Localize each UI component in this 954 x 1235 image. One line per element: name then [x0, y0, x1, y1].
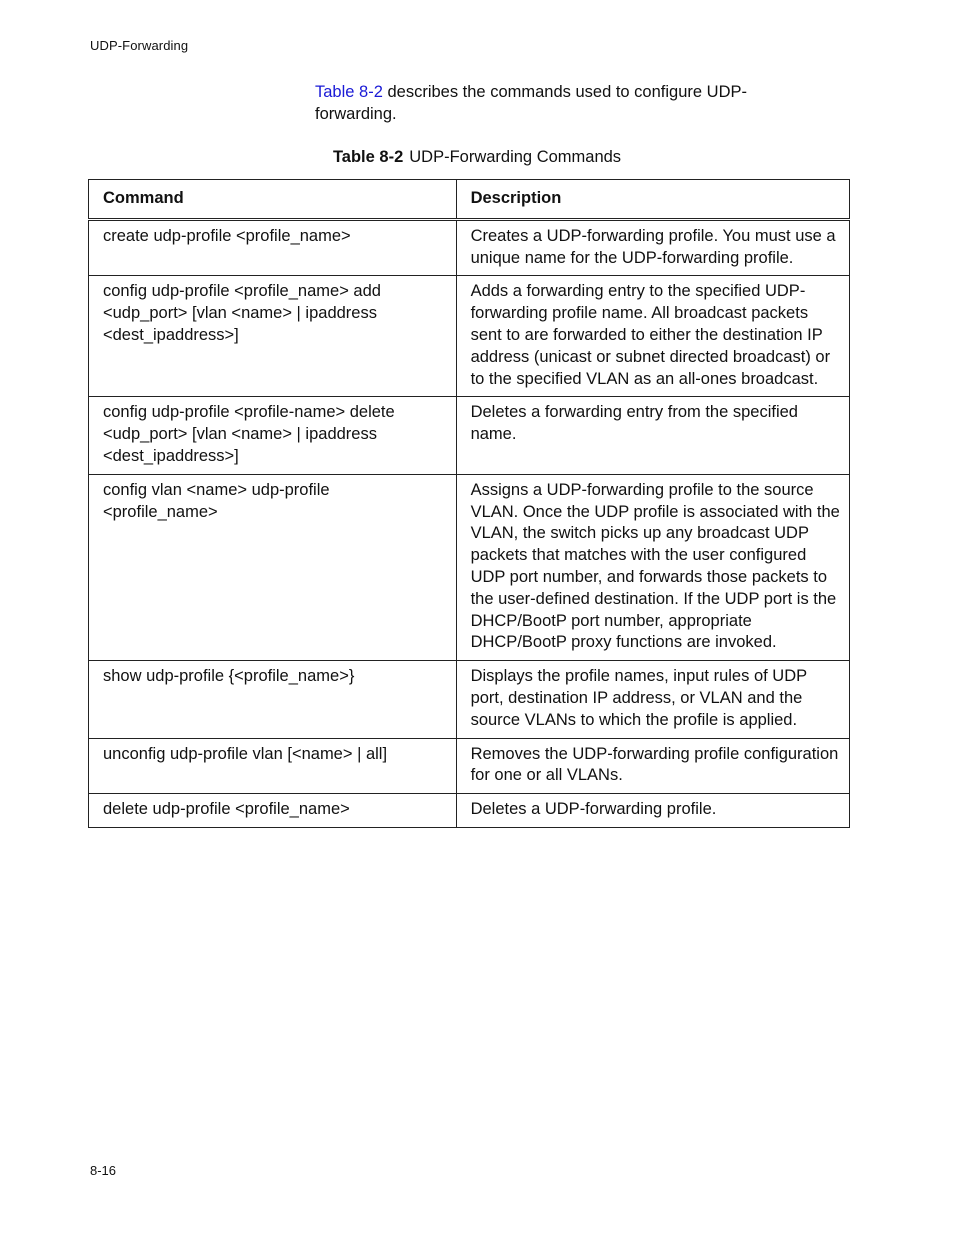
- table-row: [89, 738, 850, 794]
- description-cell: Assigns a UDP-forwarding profile to the source VLAN. Once the UDP profile is associated with the VLAN, the switch picks up any broadcast UDP packets that matches with the user configured UDP port number, and forwards those packets to the user-defined destination. If the UDP port is the DHCP/BootP port number, appropriate DHCP/BootP proxy functions are invoked.: [456, 474, 849, 660]
- page-number: 8-16: [90, 1163, 117, 1178]
- table-row: [89, 397, 850, 474]
- table-row: [89, 794, 850, 828]
- description-cell: Displays the profile names, input rules of UDP port, destination IP address, or VLAN and the source VLANs to which the profile is applied.: [456, 661, 849, 738]
- intro-text: describes the commands used to configure UDP-forwarding.: [315, 83, 747, 123]
- table-reference-link[interactable]: Table 8-2: [315, 83, 383, 101]
- command-cell: create udp-profile <profile_name>: [89, 219, 457, 276]
- command-cell: unconfig udp-profile vlan [<name> | all]: [89, 738, 457, 794]
- table-row: [89, 661, 850, 738]
- table-row: [89, 474, 850, 660]
- command-cell: config vlan <name> udp-profile <profile_name>: [89, 474, 457, 660]
- description-cell: Removes the UDP-forwarding profile configuration for one or all VLANs.: [456, 738, 849, 794]
- description-cell: Creates a UDP-forwarding profile. You must use a unique name for the UDP-forwarding profile.: [456, 219, 849, 276]
- table-caption-label: Table 8-2: [332, 148, 404, 166]
- intro-paragraph: [315, 81, 785, 125]
- command-cell: config udp-profile <profile_name> add <udp_port> [vlan <name> | ipaddress <dest_ipaddress>]: [89, 276, 457, 397]
- table-row: [89, 219, 850, 276]
- table-caption-title: UDP-Forwarding Commands: [409, 148, 622, 166]
- table-caption: [0, 146, 954, 168]
- running-header: UDP-Forwarding: [90, 38, 189, 53]
- description-cell: Deletes a UDP-forwarding profile.: [456, 794, 849, 828]
- udp-forwarding-commands-table: [88, 179, 850, 828]
- column-header-description: Description: [456, 180, 849, 220]
- column-header-command: Command: [89, 180, 457, 220]
- description-cell: Adds a forwarding entry to the specified UDP-forwarding profile name. All broadcast packets sent to are forwarded to either the destination IP address (unicast or subnet directed broadcast) or to the specified VLAN as an all-ones broadcast.: [456, 276, 849, 397]
- description-cell: Deletes a forwarding entry from the specified name.: [456, 397, 849, 474]
- table-header-row: [89, 180, 850, 220]
- table-row: [89, 276, 850, 397]
- command-cell: show udp-profile {<profile_name>}: [89, 661, 457, 738]
- command-cell: delete udp-profile <profile_name>: [89, 794, 457, 828]
- command-cell: config udp-profile <profile-name> delete <udp_port> [vlan <name> | ipaddress <dest_ipaddress>]: [89, 397, 457, 474]
